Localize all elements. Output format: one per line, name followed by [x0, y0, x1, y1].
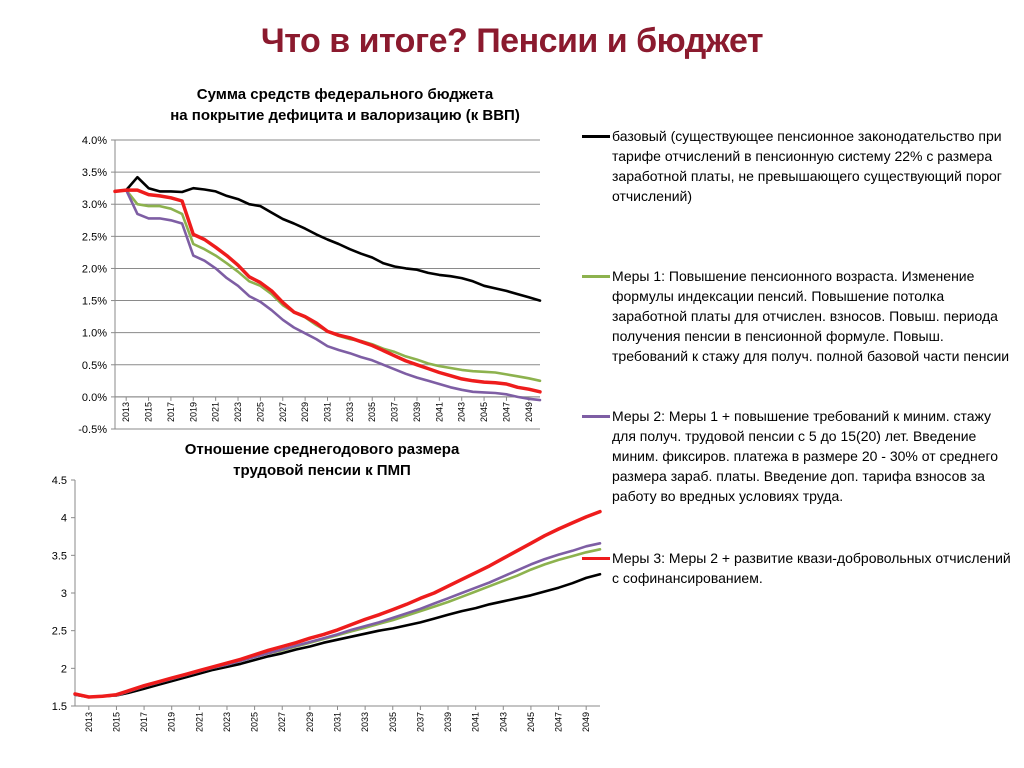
chart2-series-measures1 [75, 549, 600, 697]
legend-label-measures2: Меры 2: Меры 1 + повышение требований к миним. стажу для получ. трудовой пенсии с 5 до 15(20) лет. Введение миним. фиксиров. платежа в размере 20 - 30% от среднего размера зараб. платы. Введение доп. тарифа взносов за работу во вредных условиях труда. [612, 408, 999, 504]
chart1-title-line2: на покрытие дефицита и валоризацию (к ВВП) [170, 107, 520, 124]
chart2-xtick-label: 2037 [415, 712, 426, 733]
chart1-xtick-label: 2029 [300, 402, 311, 423]
chart1-xtick-label: 2021 [210, 402, 221, 423]
chart2-xtick-label: 2025 [249, 712, 260, 733]
chart1-ytick-label: -0.5% [78, 424, 107, 436]
chart2-series-measures2 [75, 543, 600, 697]
chart1-xtick-label: 2035 [367, 402, 378, 423]
legend-swatch-measures3 [582, 557, 610, 560]
chart2-xtick-label: 2019 [166, 712, 177, 733]
chart2-xtick-label: 2013 [83, 712, 94, 733]
chart2-xtick-label: 2039 [443, 712, 454, 733]
chart1-xtick-label: 2015 [143, 402, 154, 423]
chart1-xtick-label: 2025 [255, 402, 266, 423]
chart2-xtick-label: 2033 [360, 712, 371, 733]
chart1-ytick-label: 0.5% [81, 359, 107, 372]
chart1-xtick-label: 2033 [344, 402, 355, 423]
chart2-ytick-label: 2 [60, 663, 67, 676]
slide-title: Что в итоге? Пенсии и бюджет [260, 22, 764, 60]
chart1-xtick-label: 2037 [389, 402, 400, 423]
chart2-series-measures3 [75, 512, 600, 697]
chart2-title-line1: Отношение среднегодового размера [184, 441, 460, 458]
chart1-ytick-label: 1.5% [81, 295, 107, 308]
chart1-xtick-label: 2023 [233, 402, 244, 423]
chart1-xtick-label: 2043 [456, 402, 467, 423]
chart1-xtick-label: 2027 [277, 402, 288, 423]
chart1-ytick-label: 0.0% [81, 391, 107, 404]
chart2-ytick-label: 4 [60, 512, 67, 525]
chart1-ytick-label: 2.5% [81, 231, 107, 244]
chart1-ytick-label: 3.5% [81, 167, 107, 180]
chart2-ytick-label: 2.5 [51, 625, 67, 638]
chart2-xtick-label: 2045 [525, 712, 536, 733]
chart2-title-line2: трудовой пенсии к ПМП [233, 462, 411, 479]
chart1-xtick-label: 2017 [165, 402, 176, 423]
chart2-xtick-label: 2029 [304, 712, 315, 733]
legend-swatch-base [582, 135, 610, 138]
chart1-xtick-label: 2013 [121, 402, 132, 423]
chart1-title-line1: Сумма средств федерального бюджета [196, 86, 494, 103]
chart2-xtick-label: 2015 [111, 712, 122, 733]
chart1-ytick-label: 3.0% [81, 199, 107, 212]
legend-label-measures3: Меры 3: Меры 2 + развитие квази-добровольных отчислений с софинансированием. [612, 550, 1011, 586]
chart1-xtick-label: 2047 [501, 402, 512, 423]
chart2-xtick-label: 2049 [581, 712, 592, 733]
chart2-xtick-label: 2047 [553, 712, 564, 733]
chart1-xtick-label: 2041 [434, 402, 445, 423]
chart1-xtick-label: 2031 [322, 402, 333, 423]
chart2-xtick-label: 2017 [139, 712, 150, 733]
chart1-xtick-label: 2019 [188, 402, 199, 423]
chart2-ytick-label: 3.5 [51, 550, 67, 563]
chart1-ytick-label: 4.0% [81, 135, 107, 147]
legend-label-base: базовый (существующее пенсионное законодательство при тарифе отчислений в пенсионную систему 22% с размера заработной платы, не превышающего существующий порог отчислений) [612, 128, 1002, 204]
legend-swatch-measures1 [582, 275, 610, 278]
legend-label-measures1: Меры 1: Повышение пенсионного возраста. Изменение формулы индексации пенсий. Повышение потолка заработной платы для отчислен. взносов. Повыш. периода получения пенсии в пенсионной формуле. Повыш. требований к стажу для получ. полной базовой части пенсии [612, 268, 1010, 364]
chart1-xtick-label: 2039 [411, 402, 422, 423]
chart1-ytick-label: 2.0% [81, 263, 107, 276]
chart2-xtick-label: 2023 [221, 712, 232, 733]
chart1-xtick-label: 2045 [479, 402, 490, 423]
chart2-xtick-label: 2035 [387, 712, 398, 733]
chart2-ytick-label: 3 [60, 588, 67, 600]
chart2-xtick-label: 2021 [194, 712, 205, 733]
chart2-xtick-label: 2041 [470, 712, 481, 733]
chart1-xtick-label: 2049 [523, 402, 534, 423]
chart2-xtick-label: 2031 [332, 712, 343, 733]
chart2-xtick-label: 2027 [277, 712, 288, 733]
chart2-xtick-label: 2043 [498, 712, 509, 733]
chart2-ytick-label: 1.5 [51, 701, 67, 713]
chart1-ytick-label: 1.0% [81, 327, 107, 340]
chart2-ytick-label: 4.5 [51, 475, 67, 487]
legend-swatch-measures2 [582, 415, 610, 418]
